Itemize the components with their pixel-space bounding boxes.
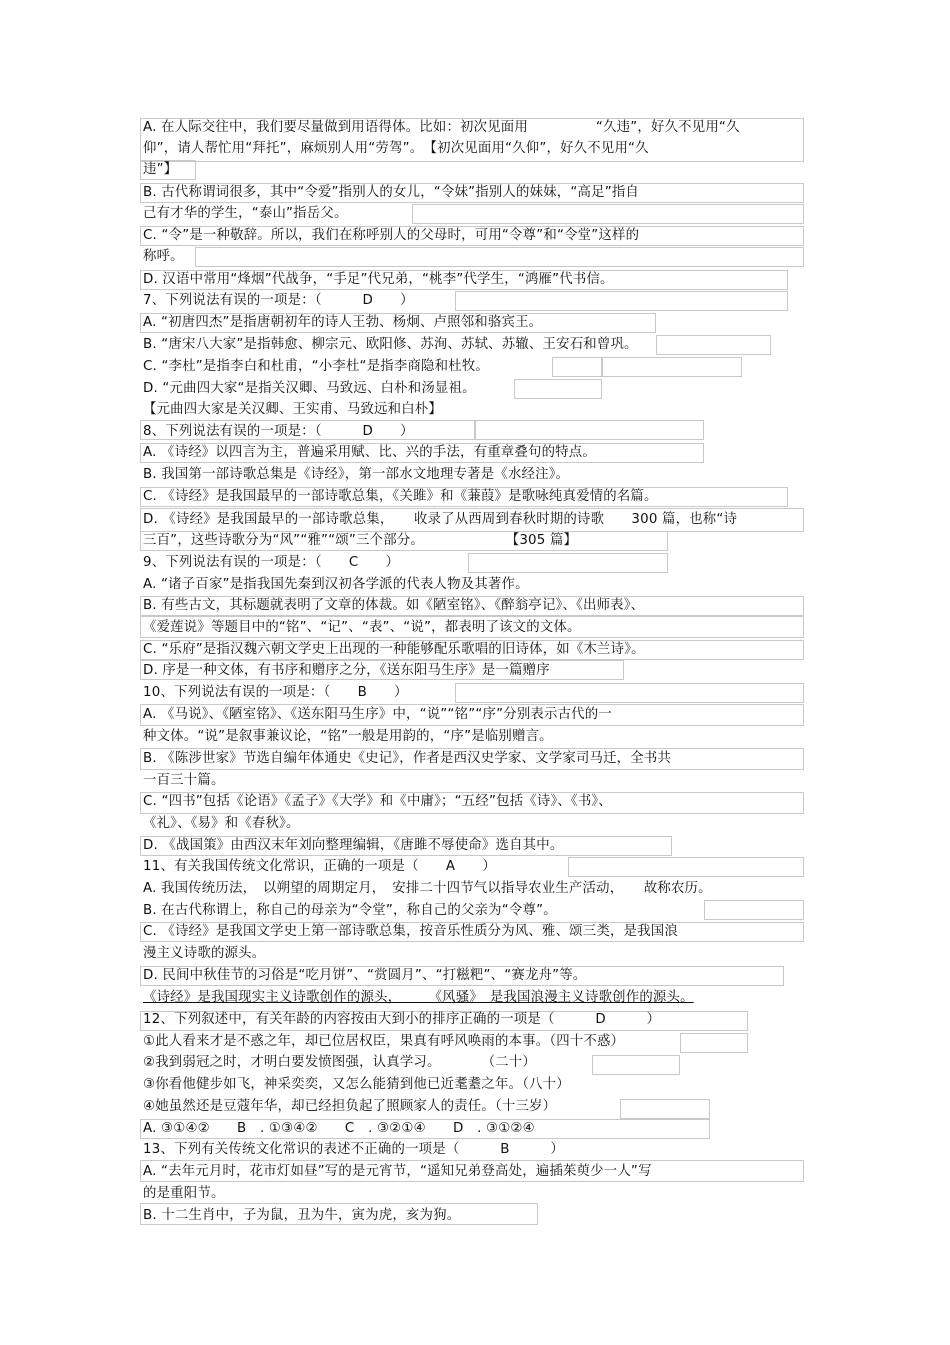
text-box-outline	[552, 357, 602, 377]
underlined-note: 《诗经》是我国现实主义诗歌创作的源头， 《风骚》 是我国浪漫主义诗歌创作的源头。	[143, 990, 694, 1005]
text-line: C. 《诗经》是我国最早的一部诗歌总集，《关雎》和《蒹葭》是歌咏纯真爱情的名篇。	[143, 489, 658, 504]
text-line: D. 汉语中常用“烽烟”代战争，“手足”代兄弟，“桃李”代学生，“鸿雁”代书信。	[143, 272, 614, 287]
text-line: A. 《诗经》以四言为主，普遍采用赋、比、兴的手法，有重章叠句的特点。	[143, 445, 596, 460]
answer-options-line: A. ③①④② B . ①③④② C . ③②①④ D . ③①②④	[143, 1121, 535, 1136]
text-box-outline	[568, 857, 804, 877]
question-12-heading: 12、下列叙述中，有关年龄的内容按由大到小的排序正确的一项是（ D ）	[143, 1012, 661, 1027]
text-box-outline	[602, 357, 742, 377]
text-line: ①此人看来才是不惑之年，却已位居权臣，果真有呼风唤雨的本事。（四十不惑）	[143, 1034, 625, 1049]
text-line: ④她虽然还是豆蔻年华，却已经担负起了照顾家人的责任。（十三岁）	[143, 1099, 557, 1114]
text-line: A. 我国传统历法， 以朔望的周期定月， 安排二十四节气以指导农业生产活动， 故称农历。	[143, 881, 712, 896]
question-8-heading: 8、下列说法有误的一项是：（ D ）	[143, 424, 414, 439]
text-box-outline	[656, 335, 771, 355]
question-9-heading: 9、下列说法有误的一项是：（ C ）	[143, 555, 400, 570]
text-box-outline	[704, 900, 804, 920]
text-line: 称呼。	[143, 249, 184, 264]
text-line: ②我到弱冠之时，才明白要发愤图强，认真学习。 （二十）	[143, 1055, 536, 1070]
text-box-outline	[455, 683, 804, 703]
text-line: A. “去年元月时，花市灯如昼”写的是元宵节，“遥知兄弟登高处，遍插茱萸少一人”写	[143, 1164, 652, 1179]
text-line: 违”】	[143, 162, 178, 177]
question-11-heading: 11、有关我国传统文化常识，正确的一项是（ A ）	[143, 859, 496, 874]
text-line: 仰”，请人帮忙用“拜托”，麻烦别人用“劳驾”。 【初次见面用“久仰”，好久不见用“久	[143, 141, 649, 156]
text-line: 的是重阳节。	[143, 1186, 225, 1201]
text-box-outline	[475, 420, 704, 440]
text-line: 种文体。“说”是叙事兼议论，“铭”一般是用韵的，“序”是临别赠言。	[143, 729, 553, 744]
text-line: A. 在人际交往中，我们要尽量做到用语得体。比如：初次见面用 “久违”，好久不见用“久	[143, 120, 740, 135]
text-line: B. 十二生肖中，子为鼠，丑为牛，寅为虎，亥为狗。	[143, 1208, 461, 1223]
text-line: B. 有些古文，其标题就表明了文章的体裁。如《陋室铭》、《醉翁亭记》、《出师表》、	[143, 598, 645, 613]
text-line: D. “元曲四大家“是指关汉卿、马致远、白朴和汤显祖。	[143, 381, 476, 396]
text-line: 漫主义诗歌的源头。	[143, 946, 266, 961]
text-line: B. 在古代称谓上，称自己的母亲为“令堂”，称自己的父亲为“令尊”。	[143, 903, 557, 918]
text-box-outline	[514, 379, 602, 399]
text-line: D. 《战国策》由西汉末年刘向整理编辑，《唐雎不辱使命》选自其中。	[143, 838, 564, 853]
text-line: A. “初唐四杰”是指唐朝初年的诗人王勃、杨炯、卢照邻和骆宾王。	[143, 315, 543, 330]
text-line: B. 古代称谓词很多，其中“令爱”指别人的女儿，“令妹”指别人的妹妹，“高足”指自	[143, 185, 640, 200]
text-line: D. 《诗经》是我国最早的一部诗歌总集， 收录了从西周到春秋时期的诗歌 300 篇，也称“诗	[143, 512, 738, 527]
text-line: 三百”，这些诗歌分为“风”“雅”“颂”三个部分。 【305 篇】	[143, 533, 578, 548]
text-box-outline	[592, 1055, 680, 1075]
text-line: A. 《马说》、《陋室铭》、《送东阳马生序》中，“说”“铭”“序”分别表示古代的一	[143, 707, 612, 722]
text-line: C. 《诗经》是我国文学史上第一部诗歌总集，按音乐性质分为风、雅、颂三类，是我国浪	[143, 924, 678, 939]
text-line: 【元曲四大家是关汉卿、王实甫、马致远和白朴】	[143, 402, 442, 417]
text-box-outline	[468, 553, 668, 573]
text-line: C. “令”是一种敬辞。所以，我们在称呼别人的父母时，可用“令尊”和“令堂”这样的	[143, 228, 640, 243]
text-line: D. 民间中秋佳节的习俗是“吃月饼”、“赏圆月”、“打糍粑”、“赛龙舟”等。	[143, 968, 587, 983]
question-7-heading: 7、下列说法有误的一项是：（ D ）	[143, 293, 414, 308]
text-line: D. 序是一种文体，有书序和赠序之分，《送东阳马生序》是一篇赠序	[143, 663, 550, 678]
text-box-outline	[680, 1033, 748, 1053]
text-line: 《礼》、《易》和《春秋》。	[143, 816, 300, 831]
text-line: 《爱莲说》等题目中的“铭”、“记”、“表”、“说”，都表明了该文的文体。	[143, 620, 581, 635]
text-box-outline	[195, 247, 804, 267]
text-line: B. “唐宋八大家”是指韩愈、柳宗元、欧阳修、苏洵、苏轼、苏辙、王安石和曾巩。	[143, 337, 638, 352]
text-line: C. “四书”包括《论语》《孟子》《大学》和《中庸》；“五经”包括《诗》、《书》、	[143, 794, 612, 809]
question-10-heading: 10、下列说法有误的一项是：（ B ）	[143, 685, 408, 700]
text-line: 一百三十篇。	[143, 773, 225, 788]
question-13-heading: 13、下列有关传统文化常识的表述不正确的一项是（ B ）	[143, 1142, 564, 1157]
text-line: C. “乐府”是指汉魏六朝文学史上出现的一种能够配乐歌唱的旧诗体，如《木兰诗》。	[143, 642, 645, 657]
text-line: B. 《陈涉世家》节选自编年体通史《史记》，作者是西汉史学家、文学家司马迁，全书共	[143, 751, 672, 766]
text-line: 己有才华的学生，“泰山”指岳父。	[143, 206, 348, 221]
text-box-outline	[620, 1099, 710, 1119]
text-box-outline	[412, 204, 804, 224]
text-box-outline	[455, 291, 788, 311]
text-line: ③你看他健步如飞，神采奕奕，又怎么能猜到他已近耄耋之年。（八十）	[143, 1077, 570, 1092]
text-line: C. “李杜”是指李白和杜甫，“小李杜“是指李商隐和杜牧。	[143, 359, 490, 374]
text-line: A. “诸子百家”是指我国先秦到汉初各学派的代表人物及其著作。	[143, 577, 529, 592]
text-line: B. 我国第一部诗歌总集是《诗经》，第一部水文地理专著是《水经注》。	[143, 467, 570, 482]
